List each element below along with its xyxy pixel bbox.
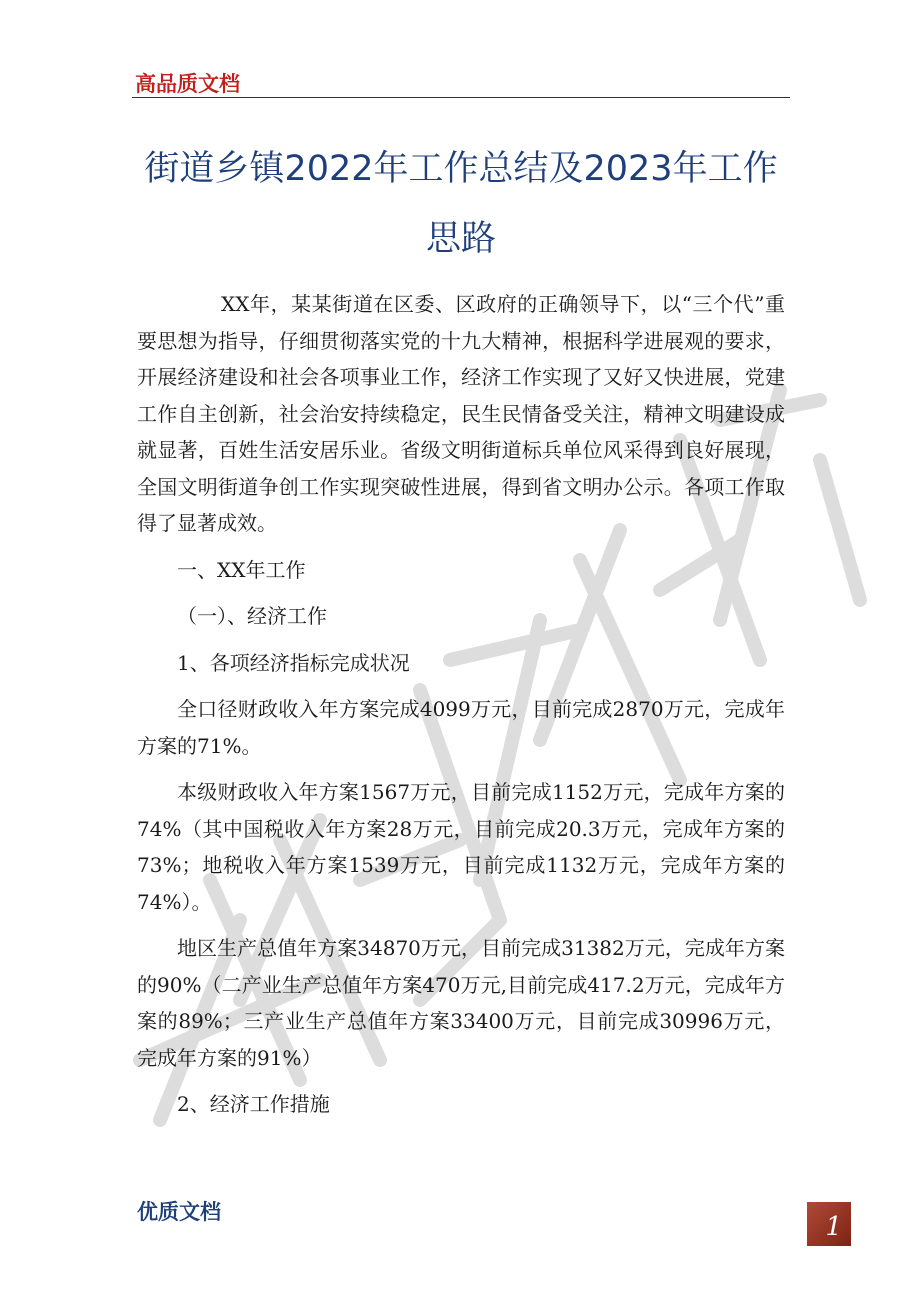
item-heading-measures: 2、经济工作措施 (177, 1092, 330, 1116)
section-heading-1: 一、XX年工作 (177, 557, 306, 582)
header-label: 高品质文档 (135, 72, 240, 96)
paragraph-gdp: 地区生产总值年方案34870万元，目前完成31382万元，完成年方案的90%（二产业生产总值年方案470万元,目前完成417.2万元，完成年方案的89%；三产业生产总值年方案33400万元，目前完成30996万元，完成年方案的91%） (137, 936, 785, 1070)
page-number-badge (807, 1202, 851, 1246)
page-number: 1 (825, 1212, 842, 1242)
document-body (137, 286, 785, 1123)
item-heading-indicators: 1、各项经济指标完成状况 (177, 650, 410, 675)
title-line-2: 思路 (425, 219, 496, 259)
header-divider (132, 97, 790, 98)
paragraph-fiscal-total: 全口径财政收入年方案完成4099万元，目前完成2870万元，完成年方案的71%。 (137, 697, 785, 758)
paragraph-intro: XX年，某某街道在区委、区政府的正确领导下，以“三个代”重要思想为指导，仔细贯彻落实党的十九大精神，根据科学进展观的要求，开展经济建设和社会各项事业工作，经济工作实现了又好又快进展，党建工作自主创新，社会治安持续稳定，民生民情备受关注，精神文明建设成就显著，百姓生活安居乐业。省级文明街道标兵单位风采得到良好展现，全国文明街道争创工作实现突破性进展，得到省文明办公示。各项工作取得了显著成效。 (137, 292, 785, 535)
subsection-heading-economy: （一）、经济工作 (177, 604, 327, 628)
title-line-1: 街道乡镇2022年工作总结及2023年工作 (144, 149, 778, 189)
document-title (132, 134, 790, 274)
paragraph-fiscal-local: 本级财政收入年方案1567万元，目前完成1152万元，完成年方案的74%（其中国税收入年方案28万元，目前完成20.3万元，完成年方案的73%；地税收入年方案1539万元，目前完成1132万元，完成年方案的74%）。 (137, 780, 785, 914)
footer-label: 优质文档 (137, 1200, 221, 1224)
